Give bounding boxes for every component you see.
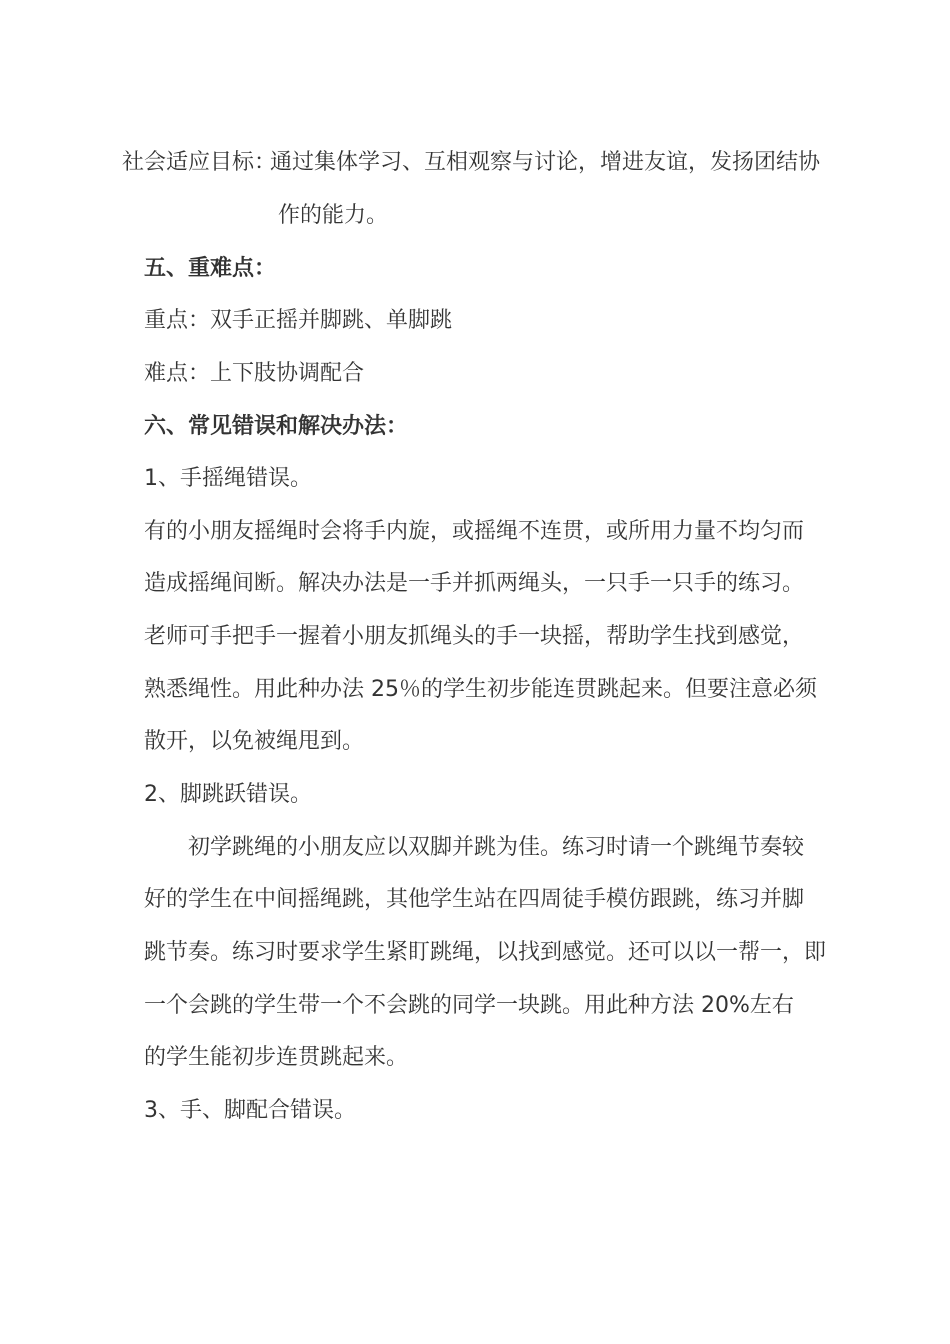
social-goal-text-line1: 通过集体学习、互相观察与讨论，增进友谊，发扬团结协 bbox=[270, 150, 821, 175]
item1-line: 散开，以免被绳甩到。 bbox=[144, 729, 365, 754]
key-point: 重点：双手正摇并脚跳、单脚跳 bbox=[144, 308, 453, 333]
social-goal-text-line2: 作的能力。 bbox=[278, 203, 389, 228]
section6-heading: 六、常见错误和解决办法： bbox=[144, 414, 409, 439]
item2-line: 一个会跳的学生带一个不会跳的同学一块跳。用此种方法 20%左右 bbox=[144, 993, 794, 1018]
item1-title: 1、手摇绳错误。 bbox=[144, 466, 312, 491]
item2-title: 2、脚跳跃错误。 bbox=[144, 782, 312, 807]
item1-line: 老师可手把手一握着小朋友抓绳头的手一块摇，帮助学生找到感觉， bbox=[144, 624, 805, 649]
section5-heading: 五、重难点： bbox=[144, 256, 277, 281]
item1-line: 造成摇绳间断。解决办法是一手并抓两绳头，一只手一只手的练习。 bbox=[144, 571, 805, 596]
item1-line: 有的小朋友摇绳时会将手内旋，或摇绳不连贯，或所用力量不均匀而 bbox=[144, 519, 805, 544]
item2-line: 初学跳绳的小朋友应以双脚并跳为佳。练习时请一个跳绳节奏较 bbox=[188, 835, 805, 860]
difficulty-point: 难点：上下肢协调配合 bbox=[144, 361, 365, 386]
item1-line: 熟悉绳性。用此种办法 25％的学生初步能连贯跳起来。但要注意必须 bbox=[144, 677, 817, 702]
item3-title: 3、手、脚配合错误。 bbox=[144, 1098, 356, 1123]
item2-line: 跳节奏。练习时要求学生紧盯跳绳，以找到感觉。还可以以一帮一，即 bbox=[144, 940, 827, 965]
item2-line: 的学生能初步连贯跳起来。 bbox=[144, 1045, 409, 1070]
social-goal-label: 社会适应目标： bbox=[122, 150, 277, 175]
item2-line: 好的学生在中间摇绳跳，其他学生站在四周徒手模仿跟跳，练习并脚 bbox=[144, 887, 805, 912]
